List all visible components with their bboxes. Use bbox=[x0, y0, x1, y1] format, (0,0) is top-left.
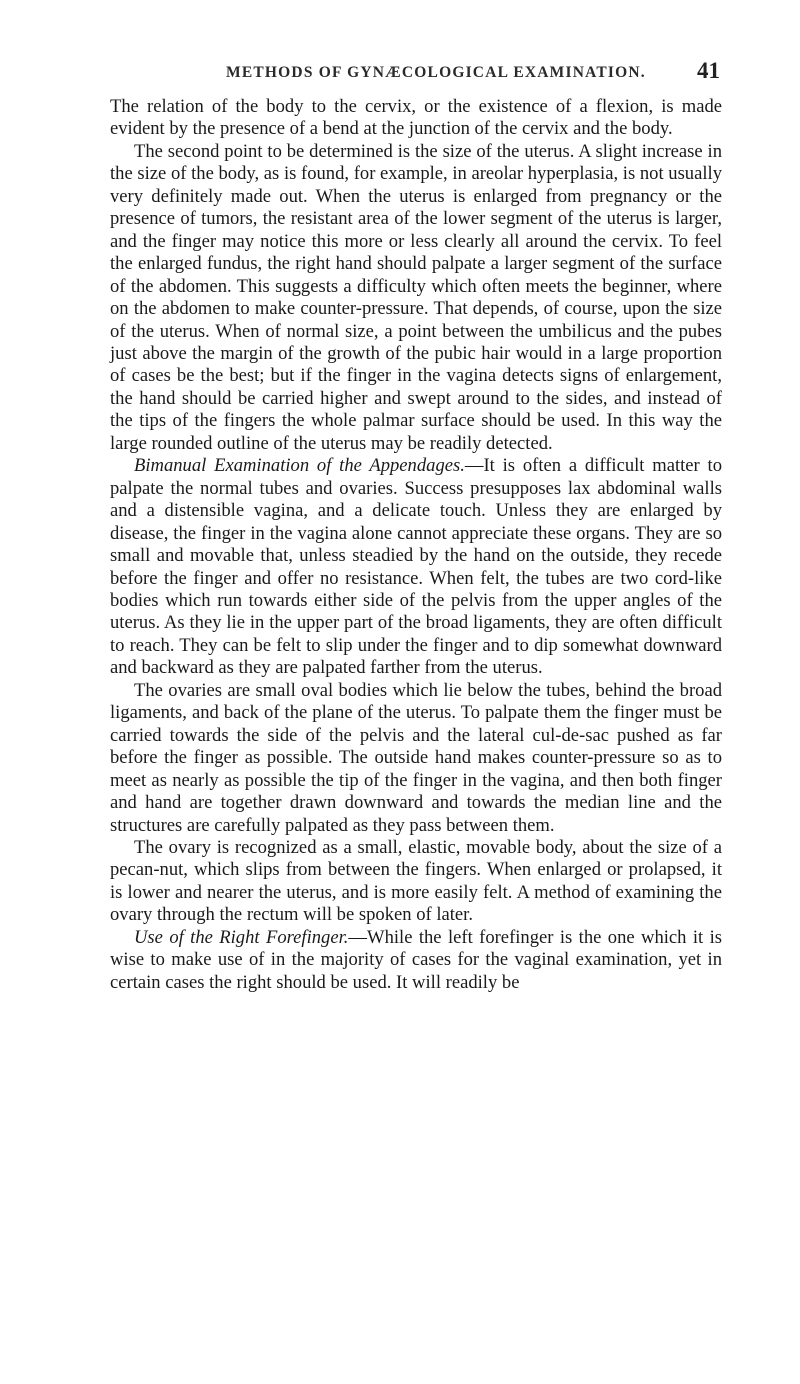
paragraph bbox=[110, 680, 722, 837]
paragraph bbox=[110, 96, 722, 141]
page-number: 41 bbox=[697, 58, 720, 83]
paragraph bbox=[110, 141, 722, 455]
paragraph-text: —It is often a difficult matter to palpate the normal tubes and ovaries. Success presupposes lax abdominal walls and a distensible vagina, and a delicate touch. Unless they are enlarged by disease, the finger in the vagina alone cannot appreciate these organs. They are so small and movable that, unless steadied by the hand on the outside, they recede before the finger and offer no resistance. When felt, the tubes are two cord-like bodies which run towards either side of the pelvis from the upper angles of the uterus. As they lie in the upper part of the broad ligaments, they are often difficult to reach. They can be felt to slip under the finger and to dip somewhat downward and backward as they are palpated farther from the uterus. bbox=[110, 455, 722, 679]
paragraph-text: The ovaries are small oval bodies which lie below the tubes, behind the broad ligaments, and back of the plane of the uterus. To palpate them the finger must be carried towards the side of the pelvis and the lateral cul-de-sac pushed as far before the finger as possible. The outside hand makes counter-pressure so as to meet as nearly as possible the tip of the finger in the vagina, and then both finger and hand are together drawn downward and towards the median line and the structures are carefully palpated as they pass between them. bbox=[110, 679, 722, 836]
running-head bbox=[108, 58, 720, 88]
paragraph-text: The relation of the body to the cervix, or the existence of a flexion, is made evident by the presence of a bend at the junction of the cervix and the body. bbox=[110, 96, 722, 140]
running-title: METHODS OF GYNÆCOLOGICAL EXAMINATION. bbox=[226, 64, 646, 81]
section-heading: Use of the Right Forefinger. bbox=[134, 926, 349, 948]
section-heading: Bimanual Examination of the Appendages. bbox=[134, 455, 465, 477]
paragraph-text: —While the left forefinger is the one which it is wise to make use of in the majority of cases for the vaginal examination, yet in certain cases the right should be used. It will readily be bbox=[110, 926, 722, 993]
paragraph-text: The second point to be determined is the size of the uterus. A slight increase in the size of the body, as is found, for example, in areolar hyperplasia, is not usually very definitely made out. When the uterus is enlarged from pregnancy or the presence of tumors, the resistant area of the lower segment of the uterus is larger, and the finger may notice this more or less clearly all around the cervix. To feel the enlarged fundus, the right hand should palpate a larger segment of the surface of the abdomen. This suggests a difficulty which often meets the beginner, where on the abdomen to make counter-pressure. That depends, of course, upon the size of the uterus. When of normal size, a point between the umbilicus and the pubes just above the margin of the growth of the pubic hair would in a large proportion of cases be the best; but if the finger in the vagina detects signs of enlargement, the hand should be carried higher and swept around to the sides, and instead of the tips of the fingers the whole palmar surface should be used. In this way the large rounded outline of the uterus may be readily detected. bbox=[110, 140, 722, 454]
paragraph bbox=[110, 927, 722, 994]
paragraph bbox=[110, 455, 722, 680]
paragraph-text: The ovary is recognized as a small, elastic, movable body, about the size of a pecan-nut, which slips from between the fingers. When enlarged or prolapsed, it is lower and nearer the uterus, and is more easily felt. A method of examining the ovary through the rectum will be spoken of later. bbox=[110, 836, 722, 926]
paragraph bbox=[110, 837, 722, 927]
body-text bbox=[110, 96, 722, 994]
